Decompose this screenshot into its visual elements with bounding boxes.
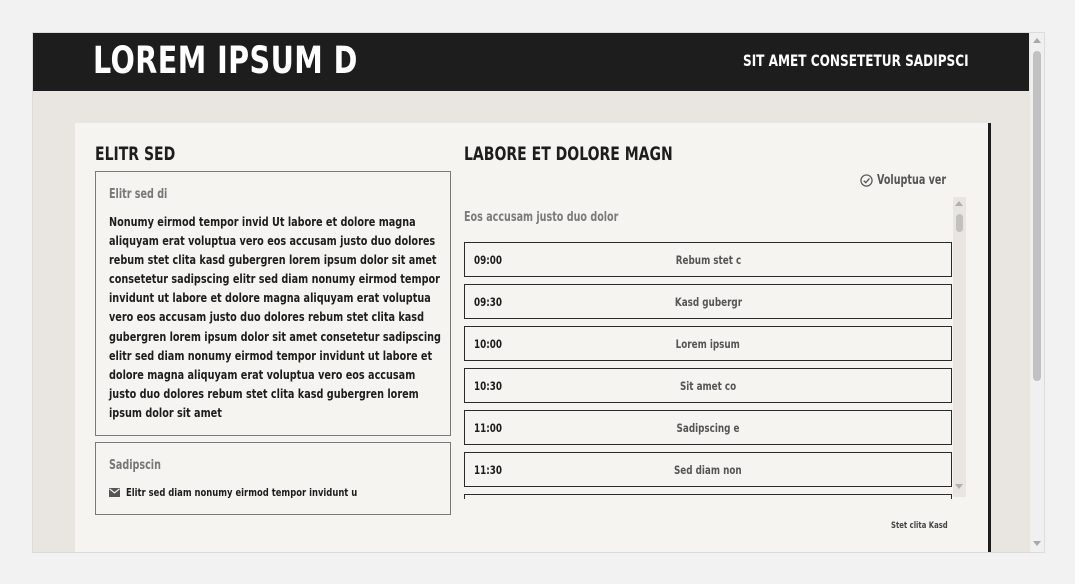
time-slot[interactable] bbox=[464, 368, 952, 403]
scroll-up-arrow-icon[interactable] bbox=[955, 201, 963, 206]
schedule-label: Eos accusam justo duo dolor bbox=[464, 210, 619, 225]
slot-name: Sit amet co bbox=[679, 379, 737, 393]
slot-name: Kasd gubergr bbox=[674, 295, 742, 309]
info-box-body: Nonumy eirmod tempor invid Ut labore et dolore magna aliquyam erat voluptua vero eos accusam justo duo dolores rebum stet clita kasd gubergren lorem ipsum dolor sit amet consetetur sadipscing elitr sed diam nonumy eirmod tempor invidunt ut labore et dolore magna aliquyam erat voluptua vero eos accusam justo duo dolores rebum stet clita kasd gubergren lorem ipsum dolor sit amet consetetur sadipscing elitr sed diam nonumy eirmod tempor invidunt ut labore et dolore magna aliquyam erat voluptua vero eos accusam justo duo dolores rebum stet clita kasd gubergren lorem ipsum dolor sit amet bbox=[109, 214, 441, 420]
time-slot[interactable] bbox=[464, 326, 952, 361]
slot-time: 10:00 bbox=[474, 337, 502, 351]
time-slot[interactable] bbox=[464, 284, 952, 319]
slot-time: 11:00 bbox=[474, 421, 502, 435]
scroll-down-arrow-icon[interactable] bbox=[955, 484, 963, 489]
slot-list-scrollbar[interactable] bbox=[953, 197, 966, 497]
slot-name: Lorem ipsum bbox=[675, 337, 741, 351]
right-column-title: LABORE ET DOLORE MAGN bbox=[464, 143, 673, 165]
footnote-link[interactable]: Stet clita Kasd bbox=[891, 521, 948, 531]
site-logo[interactable]: LOREM IPSUM D bbox=[93, 39, 358, 82]
contact-email-row[interactable] bbox=[109, 486, 398, 499]
time-slot[interactable] bbox=[464, 242, 952, 277]
envelope-icon bbox=[109, 488, 120, 497]
contact-box bbox=[95, 442, 451, 515]
page-viewport bbox=[32, 32, 1045, 553]
slot-time: 09:00 bbox=[474, 253, 502, 267]
slot-name: Rebum stet c bbox=[675, 253, 741, 267]
time-slot[interactable] bbox=[464, 410, 952, 445]
verified-badge bbox=[860, 173, 961, 188]
slot-time: 10:30 bbox=[474, 379, 502, 393]
info-box-title: Elitr sed di bbox=[109, 187, 168, 202]
info-box bbox=[95, 171, 451, 436]
slot-time: 11:30 bbox=[474, 463, 502, 477]
content-card bbox=[75, 123, 991, 553]
slot-name: Sadipscing e bbox=[676, 421, 740, 435]
page-scrollbar[interactable] bbox=[1030, 33, 1044, 552]
time-slot-partial[interactable] bbox=[464, 494, 952, 499]
check-circle-icon bbox=[860, 174, 873, 187]
contact-email-text: Elitr sed diam nonumy eirmod tempor invidunt u bbox=[126, 486, 358, 499]
time-slot[interactable] bbox=[464, 452, 952, 487]
contact-box-title: Sadipscin bbox=[109, 458, 161, 473]
slot-time: 09:30 bbox=[474, 295, 502, 309]
header-nav-link[interactable]: SIT AMET CONSETETUR SADIPSCI bbox=[743, 51, 969, 70]
left-column-title: ELITR SED bbox=[95, 143, 176, 165]
site-header bbox=[33, 33, 1029, 91]
verified-label: Voluptua ver bbox=[876, 173, 946, 188]
slot-name: Sed diam non bbox=[674, 463, 742, 477]
time-slot-list bbox=[464, 239, 952, 499]
page-scroll-up-icon[interactable] bbox=[1033, 38, 1041, 43]
scroll-thumb[interactable] bbox=[956, 214, 963, 232]
page-scroll-thumb[interactable] bbox=[1033, 51, 1041, 381]
page-scroll-down-icon[interactable] bbox=[1033, 541, 1041, 546]
